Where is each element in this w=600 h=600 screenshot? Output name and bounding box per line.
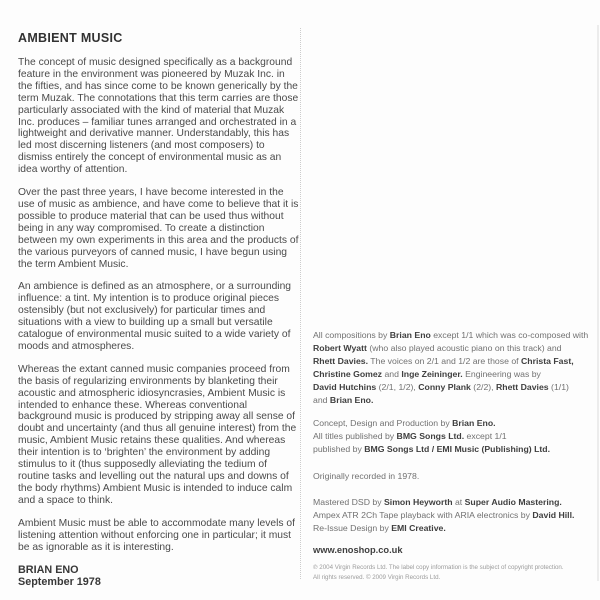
credit-line: Re-Issue Design by EMI Creative. — [313, 523, 446, 534]
credit-line: Originally recorded in 1978. — [313, 470, 420, 481]
credit-line: and Brian Eno. — [313, 395, 374, 406]
credit-line: Mastered DSD by Simon Heyworth at Super Audio Mastering. — [313, 496, 562, 507]
credits-recording-date — [313, 470, 598, 483]
essay-heading: AMBIENT MUSIC — [18, 31, 123, 45]
credit-line: Robert Wyatt (who also played acoustic piano on this track) and — [313, 343, 562, 354]
credits-mastering — [313, 496, 598, 535]
credit-line: All compositions by Brian Eno except 1/1 which was co-composed with — [313, 330, 589, 340]
credit-line: Concept, Design and Production by Brian Eno. — [313, 417, 496, 428]
credits-production-publishing — [313, 417, 598, 456]
signature — [18, 564, 300, 588]
credit-line: Christine Gomez and Inge Zeininger. Engineering was by — [313, 369, 541, 380]
essay-paragraph-3: An ambience is defined as an atmosphere, or a surrounding influence: a tint. My intention is to produce original pieces ostensibly (but not exclusively) for particular times and situations with a view to building up a small but versatile catalogue of environmental music suited to a wide variety of moods and atmospheres. — [18, 281, 292, 352]
copyright-line-2: All rights reserved. © 2009 Virgin Records Ltd. — [313, 573, 441, 581]
signature-name: BRIAN ENO — [18, 564, 79, 577]
essay-paragraph-2: Over the past three years, I have become interested in the use of music as ambience, and have come to believe that it is possible to produce material that can be used thus without being in any way compromised. To create a distinction between my own experiments in this area and the products of the various purveyors of canned music, I have begun using the term Ambient Music. — [18, 187, 299, 270]
essay-paragraph-1: The concept of music designed specifically as a background feature in the environment was pioneered by Muzak Inc. in the fifties, and has since come to be known generically by the term Muzak. The connotations that this term carries are those particularly associated with the kind of material that Muzak Inc. produces – familiar tunes arranged and orchestrated in a lightweight and derivative manner. Understandably, this has led most discerning listeners (and most composers) to dismiss entirely the concept of environmental music as an idea worthy of attention. — [18, 57, 299, 176]
credit-line: Ampex ATR 2Ch Tape playback with ARIA electronics by David Hill. — [313, 510, 575, 521]
credit-line: David Hutchins (2/1, 1/2), Conny Plank (2/2), Rhett Davies (1/1) — [313, 382, 569, 393]
page-fold-divider — [300, 28, 301, 579]
credits-composition — [313, 329, 598, 408]
essay-column — [18, 32, 300, 588]
credit-line: published by BMG Songs Ltd / EMI Music (Publishing) Ltd. — [313, 443, 551, 454]
credit-line: All titles published by BMG Songs Ltd. except 1/1 — [313, 430, 507, 441]
credits-column — [313, 329, 598, 582]
copyright-line-1: ℗ 2004 Virgin Records Ltd. The label copy information is the subject of copyright protection. — [313, 564, 564, 572]
essay-paragraph-4: Whereas the extant canned music companies proceed from the basis of regularizing environments by blanketing their acoustic and atmospheric idiosyncrasies, Ambient Music is intended to enhance these. Whereas conventional background music is produced by stripping away all sense of doubt and uncertainty (and thus all genuine interest) from the music, Ambient Music retains these qualities. And whereas their intention is to ‘brighten’ the environment by adding stimulus to it (thus supposedly alleviating the tedium of routine tasks and levelling out the natural ups and downs of the body rhythms) Ambient Music is intended to induce calm and a space to think. — [18, 363, 297, 506]
website-url: www.enoshop.co.uk — [313, 545, 403, 556]
essay-paragraph-5: Ambient Music must be able to accommodate many levels of listening attention without enforcing one in particular; it must be as ignorable as it is interesting. — [18, 517, 295, 553]
credit-line: Rhett Davies. The voices on 2/1 and 1/2 are those of Christa Fast, — [313, 356, 574, 367]
signature-date: September 1978 — [18, 576, 101, 589]
